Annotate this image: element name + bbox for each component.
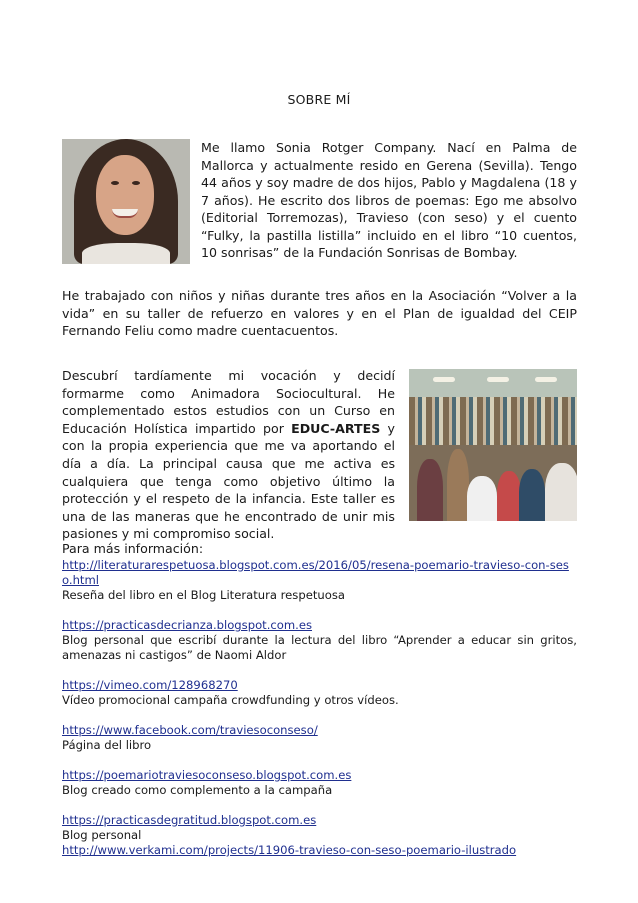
educ-artes-bold: EDUC-ARTES xyxy=(291,420,381,436)
vocation-paragraph: Descubrí tardíamente mi vocación y decidí formarme como Animadora Sociocultural. He complementado estos estudios con un Curso en Educación Holística impartido por EDUC-ARTES y con la propia experiencia que me va aportando el día a día. La principal causa que me activa es cualquiera que tenga como objetivo último la protección y el respeto de la infancia. Este taller es una de las maneras que he encontrado de unir mis pasiones y mi compromiso social. xyxy=(62,368,395,542)
info-label: Para más información: xyxy=(62,541,204,556)
link-literatura-respetuosa[interactable]: http://literaturarespetuosa.blogspot.com.es/2016/05/resena-poemario-travieso-con-seso.html xyxy=(62,558,569,587)
link-description: Blog creado como complemento a la campaña xyxy=(62,783,333,797)
author-portrait-photo xyxy=(62,139,190,264)
link-description: Vídeo promocional campaña crowdfunding y otros vídeos. xyxy=(62,693,399,707)
experience-paragraph: He trabajado con niños y niñas durante tres años en la Asociación “Volver a la vida” en su taller de refuerzo en valores y en el Plan de igualdad del CEIP Fernando Feliu como madre cuentacuentos. xyxy=(62,288,577,338)
page-title: SOBRE MÍ xyxy=(287,92,351,107)
workshop-photo xyxy=(409,369,577,521)
link-verkami[interactable]: http://www.verkami.com/projects/11906-travieso-con-seso-poemario-ilustrado xyxy=(62,843,517,857)
link-description: Blog personal xyxy=(62,828,142,842)
link-practicas-de-crianza[interactable]: https://practicasdecrianza.blogspot.com.es xyxy=(62,618,313,632)
link-practicas-de-gratitud[interactable]: https://practicasdegratitud.blogspot.com.es xyxy=(62,813,317,827)
link-poemario-blog[interactable]: https://poemariotraviesoconseso.blogspot.com.es xyxy=(62,768,352,782)
info-section xyxy=(62,540,577,858)
link-description: Reseña del libro en el Blog Literatura respetuosa xyxy=(62,588,345,602)
link-description: Blog personal que escribí durante la lectura del libro “Aprender a educar sin gritos, amenazas ni castigos” de Naomi Aldor xyxy=(62,633,577,662)
link-facebook[interactable]: https://www.facebook.com/traviesoconseso/ xyxy=(62,723,318,737)
link-description: Página del libro xyxy=(62,738,152,752)
link-vimeo[interactable]: https://vimeo.com/128968270 xyxy=(62,678,238,692)
bio-paragraph: Me llamo Sonia Rotger Company. Nací en Palma de Mallorca y actualmente resido en Gerena (Sevilla). Tengo 44 años y soy madre de dos hijos, Pablo y Magdalena (18 y 7 años). He escrito dos libros de poemas: Ego me absolvo (Editorial Torremozas), Travieso (con seso) y el cuento “Fulky, la pastilla listilla” incluido en el libro “10 cuentos, 10 sonrisas” de la Fundación Sonrisas de Bombay. xyxy=(201,140,577,260)
